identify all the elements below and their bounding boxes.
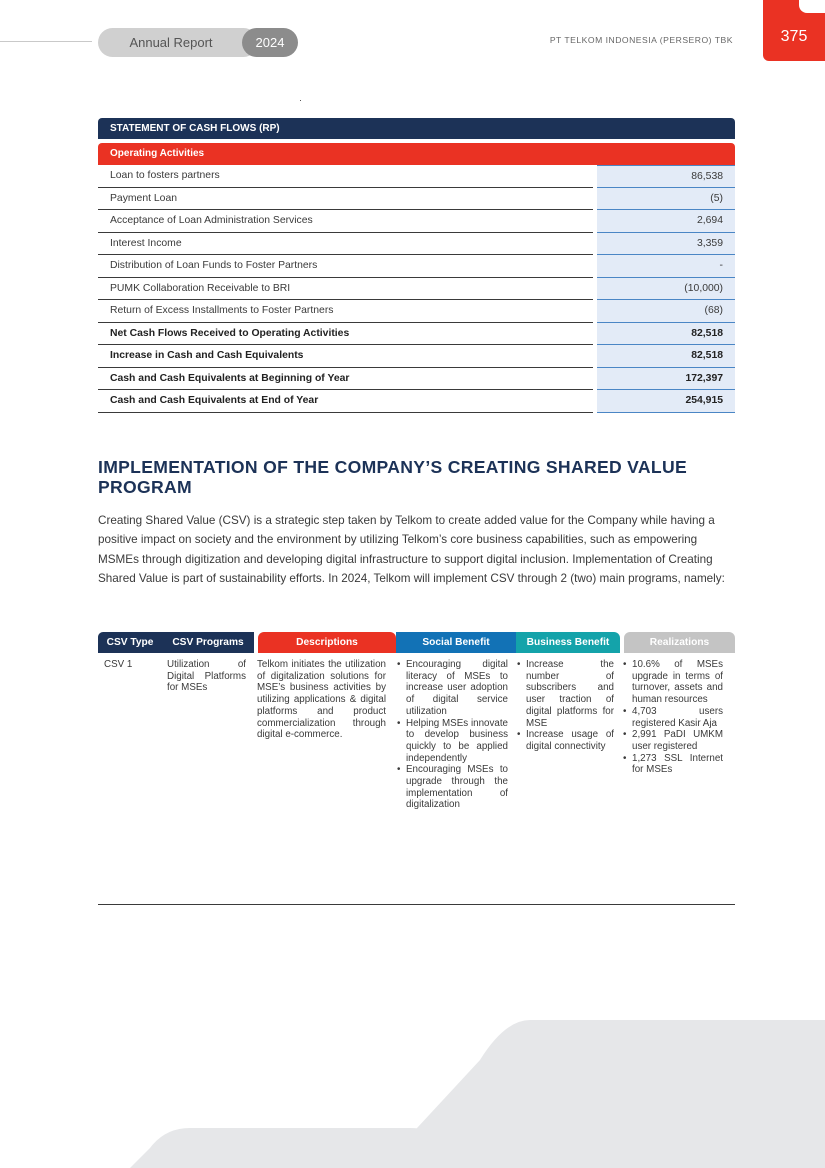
header-descriptions: Descriptions <box>258 632 396 653</box>
row-value: 172,397 <box>597 368 735 391</box>
row-value: 2,694 <box>597 210 735 233</box>
table-row <box>98 278 735 301</box>
year-pill: 2024 <box>242 28 298 57</box>
list-item: • Increase usage of digital connectivity <box>516 729 614 752</box>
cell-description: Telkom initiates the utilization of digitalization solutions for MSE’s business activities by utilizing applications & digital platforms and product commercialization through digital e-commerce. <box>257 659 386 741</box>
list-item: • 1,273 SSL Internet for MSEs <box>622 753 723 776</box>
row-value: 82,518 <box>597 323 735 346</box>
section-heading: IMPLEMENTATION OF THE COMPANY’S CREATING SHARED VALUE PROGRAM <box>98 457 687 497</box>
decorative-background-shapes <box>0 1020 825 1168</box>
realizations-list <box>622 659 723 776</box>
table-row <box>98 653 735 905</box>
business-benefit-list <box>516 659 614 753</box>
cash-flow-table <box>98 118 735 413</box>
list-item: • 4,703 users registered Kasir Aja <box>622 706 723 729</box>
table-row <box>98 255 735 278</box>
list-item: • 10.6% of MSEs upgrade in terms of turnover, assets and human resources <box>622 659 723 706</box>
stray-dot <box>300 100 301 101</box>
decor-shape-left <box>130 1128 430 1168</box>
list-item: • 2,991 PaDI UMKM user registered <box>622 729 723 752</box>
csv-table-header <box>98 632 735 653</box>
header-csv-type: CSV Type <box>98 632 162 653</box>
row-label: Loan to fosters partners <box>98 165 593 188</box>
cash-flow-title: STATEMENT OF CASH FLOWS (RP) <box>98 118 735 139</box>
report-label-pill: Annual Report <box>98 28 258 57</box>
row-value: 254,915 <box>597 390 735 413</box>
operating-activities-header: Operating Activities <box>98 143 735 165</box>
company-name: PT TELKOM INDONESIA (PERSERO) TBK <box>549 35 733 45</box>
header-realizations: Realizations <box>624 632 735 653</box>
table-row <box>98 165 735 188</box>
section-paragraph: Creating Shared Value (CSV) is a strategic step taken by Telkom to create added value for the Company while having a positive impact on society and the environment by utilizing Telkom’s core business capabilities, such as empowering MSMEs through digitization and developing digital infrastructure to support digital inclusion. Implementation of Creating Shared Value is part of sustainability efforts. In 2024, Telkom will implement CSV through 2 (two) main programs, namely: <box>98 514 725 585</box>
cell-realizations <box>618 659 729 904</box>
cell-csv-type: CSV 1 <box>104 659 133 670</box>
row-label: Payment Loan <box>98 188 593 211</box>
row-label: Return of Excess Installments to Foster Partners <box>98 300 593 323</box>
list-item: • Helping MSEs innovate to develop business quickly to be applied independently <box>396 718 508 765</box>
list-item: • Encouraging MSEs to upgrade through the implementation of digitalization <box>396 764 508 811</box>
row-label: Cash and Cash Equivalents at End of Year <box>98 390 593 413</box>
cash-flow-rows <box>98 165 735 413</box>
decor-shape-right <box>380 1020 825 1168</box>
row-value: - <box>597 255 735 278</box>
list-item: • Increase the number of subscribers and user traction of digital platforms for MSE <box>516 659 614 729</box>
table-row-total <box>98 345 735 368</box>
table-row <box>98 233 735 256</box>
row-value: 3,359 <box>597 233 735 256</box>
table-row <box>98 188 735 211</box>
row-value: (68) <box>597 300 735 323</box>
table-row-total <box>98 368 735 391</box>
header-rule <box>0 41 92 42</box>
header-csv-programs: CSV Programs <box>162 632 254 653</box>
page-number-tab: 375 <box>763 13 825 61</box>
row-label: PUMK Collaboration Receivable to BRI <box>98 278 593 301</box>
row-value: 82,518 <box>597 345 735 368</box>
cell-social-benefit <box>386 659 512 904</box>
row-label: Net Cash Flows Received to Operating Activities <box>98 323 593 346</box>
cell-csv-program: Utilization of Digital Platforms for MSEs <box>167 659 246 694</box>
csv-program-table <box>98 632 735 905</box>
row-label: Distribution of Loan Funds to Foster Partners <box>98 255 593 278</box>
row-label: Increase in Cash and Cash Equivalents <box>98 345 593 368</box>
table-row-total <box>98 323 735 346</box>
social-benefit-list <box>396 659 508 811</box>
cell-business-benefit <box>512 659 618 904</box>
row-label: Acceptance of Loan Administration Services <box>98 210 593 233</box>
row-label: Cash and Cash Equivalents at Beginning of Year <box>98 368 593 391</box>
table-row <box>98 210 735 233</box>
list-item: • Encouraging digital literacy of MSEs to increase user adoption of digital service utilization <box>396 659 508 718</box>
table-row-total <box>98 390 735 413</box>
header-business-benefit: Business Benefit <box>516 632 620 653</box>
row-label: Interest Income <box>98 233 593 256</box>
page-tab-notch <box>799 0 825 13</box>
row-value: (5) <box>597 188 735 211</box>
header-social-benefit: Social Benefit <box>396 632 516 653</box>
row-value: 86,538 <box>597 165 735 188</box>
table-row <box>98 300 735 323</box>
row-value: (10,000) <box>597 278 735 301</box>
